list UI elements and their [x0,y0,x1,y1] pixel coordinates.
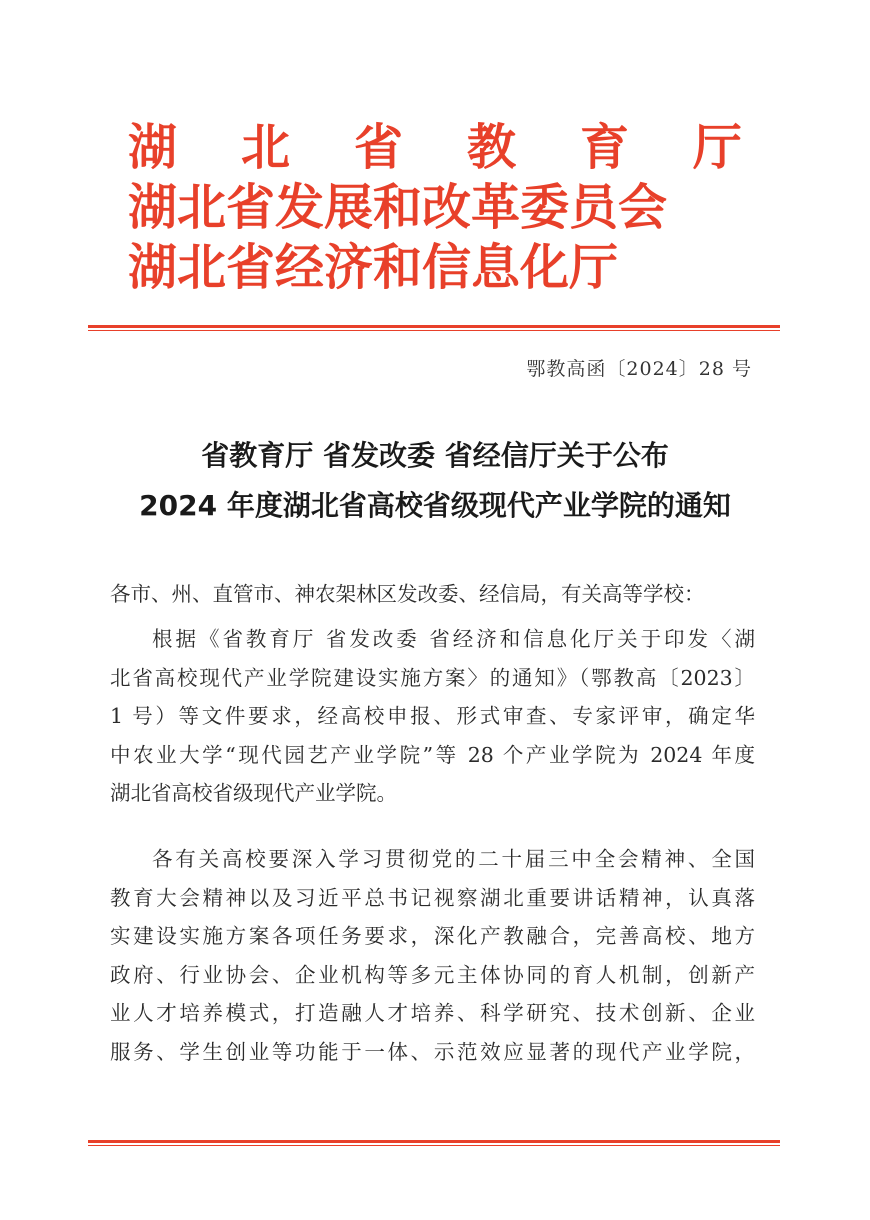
paragraph-line: 根据《省教育厅 省发改委 省经济和信息化厅关于印发〈湖 [152,627,755,651]
document-title-line-2: 2024 年度湖北省高校省级现代产业学院的通知 [139,489,731,522]
org1-char: 育 [579,119,629,176]
body-paragraph-2 [110,840,755,1071]
org1-char: 湖 [128,119,178,176]
salutation: 各市、州、直管市、神农架林区发改委、经信局，有关高等学校： [110,582,705,606]
document-number: 鄂教高函〔2024〕28 号 [526,358,752,380]
header-red-rule [88,325,780,331]
document-title-line-1: 省教育厅 省发改委 省经信厅关于公布 [201,439,669,472]
paragraph-line: 服务、学生创业等功能于一体、示范效应显著的现代产业学院， [110,1039,755,1064]
org1-char: 厅 [692,119,742,176]
paragraph-line: 政府、行业协会、企业机构等多元主体协同的育人机制，创新产 [110,962,755,987]
org1-char: 省 [353,119,403,176]
paragraph-line: 业人才培养模式，打造融人才培养、科学研究、技术创新、企业 [110,1001,755,1025]
paragraph-line: 北省高校现代产业学院建设实施方案〉的通知》（鄂教高〔2023〕 [110,665,755,690]
footer-red-rule [88,1140,780,1146]
paragraph-line: 中农业大学“现代园艺产业学院”等 28 个产业学院为 2024 年度 [110,742,755,767]
issuing-organizations [128,118,742,298]
paragraph-line: 1 号）等文件要求，经高校申报、形式审查、专家评审，确定华 [110,704,755,728]
paragraph-line: 教育大会精神以及习近平总书记视察湖北重要讲话精神，认真落 [110,885,755,910]
org1-char: 北 [240,119,290,176]
org-development-reform-commission: 湖北省发展和改革委员会 [128,179,668,236]
paragraph-line: 各有关高校要深入学习贯彻党的二十届三中全会精神、全国 [152,847,755,871]
paragraph-line: 湖北省高校省级现代产业学院。 [110,781,397,805]
body-paragraph-1 [110,620,755,813]
paragraph-line: 实建设实施方案各项任务要求，深化产教融合，完善高校、地方 [110,924,755,948]
org-economy-information-department: 湖北省经济和信息化厅 [128,239,619,296]
org-education-department [128,118,742,178]
org1-char: 教 [466,119,516,176]
